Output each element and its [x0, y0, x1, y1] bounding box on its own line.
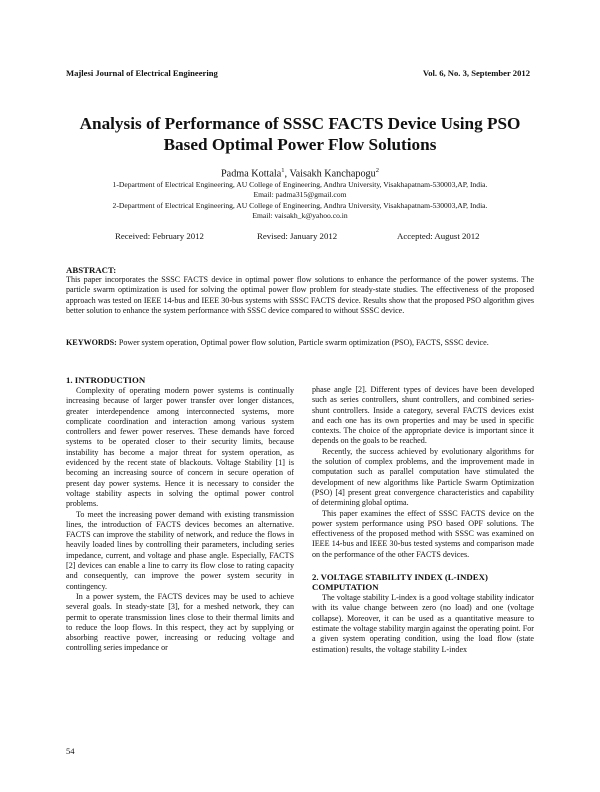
intro-continuation: phase angle [2]. Different types of devices have been developed such as series controllers, shunt controllers, and combined series-shunt controllers. Inside a category, several FACTS devices exist and each one has its own properties and may be used in specific contexts. The choice of the appropriate device is important since it depends on the goals to be reached. — [312, 385, 534, 446]
right-column — [312, 385, 534, 655]
affiliation-1: 1-Department of Electrical Engineering, AU College of Engineering, Andhra University, Visakhapatnam-530003,AP, India. — [112, 180, 488, 189]
section-2-paragraph: The voltage stability L-index is a good voltage stability indicator with its value change between zero (no load) and one (voltage collapse). Moreover, it can be used as a quantitative measure to estimate the voltage stability margin against the operating point. For a given system operating condition, using the load flow (state estimation) results, the voltage stability L-index — [312, 593, 534, 654]
volume-info: Vol. 6, No. 3, September 2012 — [422, 68, 530, 78]
journal-name: Majlesi Journal of Electrical Engineering — [66, 68, 218, 78]
revised-date: Revised: January 2012 — [257, 231, 338, 241]
accepted-date: Accepted: August 2012 — [397, 231, 480, 241]
section-1-heading: 1. INTRODUCTION — [66, 375, 146, 385]
author-1-affil-mark: 1 — [281, 167, 285, 174]
author-2-affil-mark: 2 — [375, 167, 379, 174]
title-line-1: Analysis of Performance of SSSC FACTS Device Using PSO — [79, 114, 521, 133]
author-separator: , — [284, 168, 290, 180]
section-2-heading: 2. VOLTAGE STABILITY INDEX (L-INDEX) COMPUTATION — [312, 572, 488, 593]
page-number: 54 — [66, 746, 75, 756]
email-2: Email: vaisakh_k@yahoo.co.in — [252, 211, 348, 220]
author-1: Padma Kottala — [221, 168, 282, 180]
received-date: Received: February 2012 — [115, 231, 204, 241]
intro-paragraph-3: In a power system, the FACTS devices may be used to achieve several goals. In steady-state [3], for a meshed network, they can permit to operate transmission lines close to their thermal limits and to reduce the loop flows. In this respect, they act by supplying or absorbing reactive power, increasing or reducing voltage and controlling series impedance or — [66, 591, 294, 653]
intro-paragraph-5: This paper examines the effect of SSSC FACTS device on the power system performance using PSO based OPF solutions. The effectiveness of the proposed method with SSSC was examined on IEEE 14-bus and IEEE 30-bus tested systems and comparison made on the performance of the other FACTS devices. — [312, 508, 534, 559]
abstract-heading: ABSTRACT: — [66, 265, 117, 275]
intro-paragraph-1: Complexity of operating modern power systems is continually increasing because of larger power transfer over longer distances, greater interdependence among interconnected systems, more complicate coordination and interaction among various system controllers and fewer power reserves. These demands have forced systems to be operated closer to their security limits, because instability has become a major threat for system operation, as evidenced by the recent state of blackouts. Voltage Stability [1] is becoming an increasing source of concern in secure operation of present day power systems. Hence it is necessary to consider the voltage stability aspects in solving the optimal power control problems. — [66, 386, 294, 509]
affiliation-2: 2-Department of Electrical Engineering, AU College of Engineering, Andhra University, Visakhapatnam-530003,AP, India. — [112, 201, 488, 210]
author-list — [0, 167, 600, 179]
left-column — [66, 375, 294, 654]
title-line-2: Based Optimal Power Flow Solutions — [163, 135, 437, 154]
author-2: Vaisakh Kanchapogu — [289, 168, 376, 180]
intro-paragraph-2: To meet the increasing power demand with existing transmission lines, the introduction of FACTS devices becomes an alternative. FACTS can improve the stability of network, and reduce the flows in heavily loaded lines by controlling their parameters, including series impedance, current, and voltage and phase angle. Especially, FACTS [2] devices can enable a line to carry its flow close to rating capacity and consequently, can improve the power system security in contingency. — [66, 509, 294, 591]
keywords-block — [66, 338, 534, 348]
email-1: Email: padma315@gmail.com — [253, 190, 347, 199]
keywords-heading: KEYWORDS: — [66, 338, 117, 347]
abstract-block — [66, 265, 534, 316]
abstract-text: This paper incorporates the SSSC FACTS device in optimal power flow solutions to enhance the performance of the power systems. The particle swarm optimization is used for solving the optimal power flow problem for steady-state studies. The effectiveness of the proposed approach was tested on IEEE 14-bus and IEEE 30-bus systems with SSSC FACTS device. Results show that the proposed PSO algorithm gives better solution to enhance the system performance with SSSC device compared to without SSSC device. — [66, 275, 534, 315]
keywords-text: Power system operation, Optimal power flow solution, Particle swarm optimization (PSO), FACTS, SSSC device. — [116, 338, 489, 347]
intro-paragraph-4: Recently, the success achieved by evolutionary algorithms for the solution of complex problems, and the improvement made in computation such as parallel computation have stimulated the development of new algorithms like Particle Swarm Optimization (PSO) [4] present great convergence characteristics and capability of determining global optima. — [312, 446, 534, 508]
paper-title — [40, 113, 560, 155]
